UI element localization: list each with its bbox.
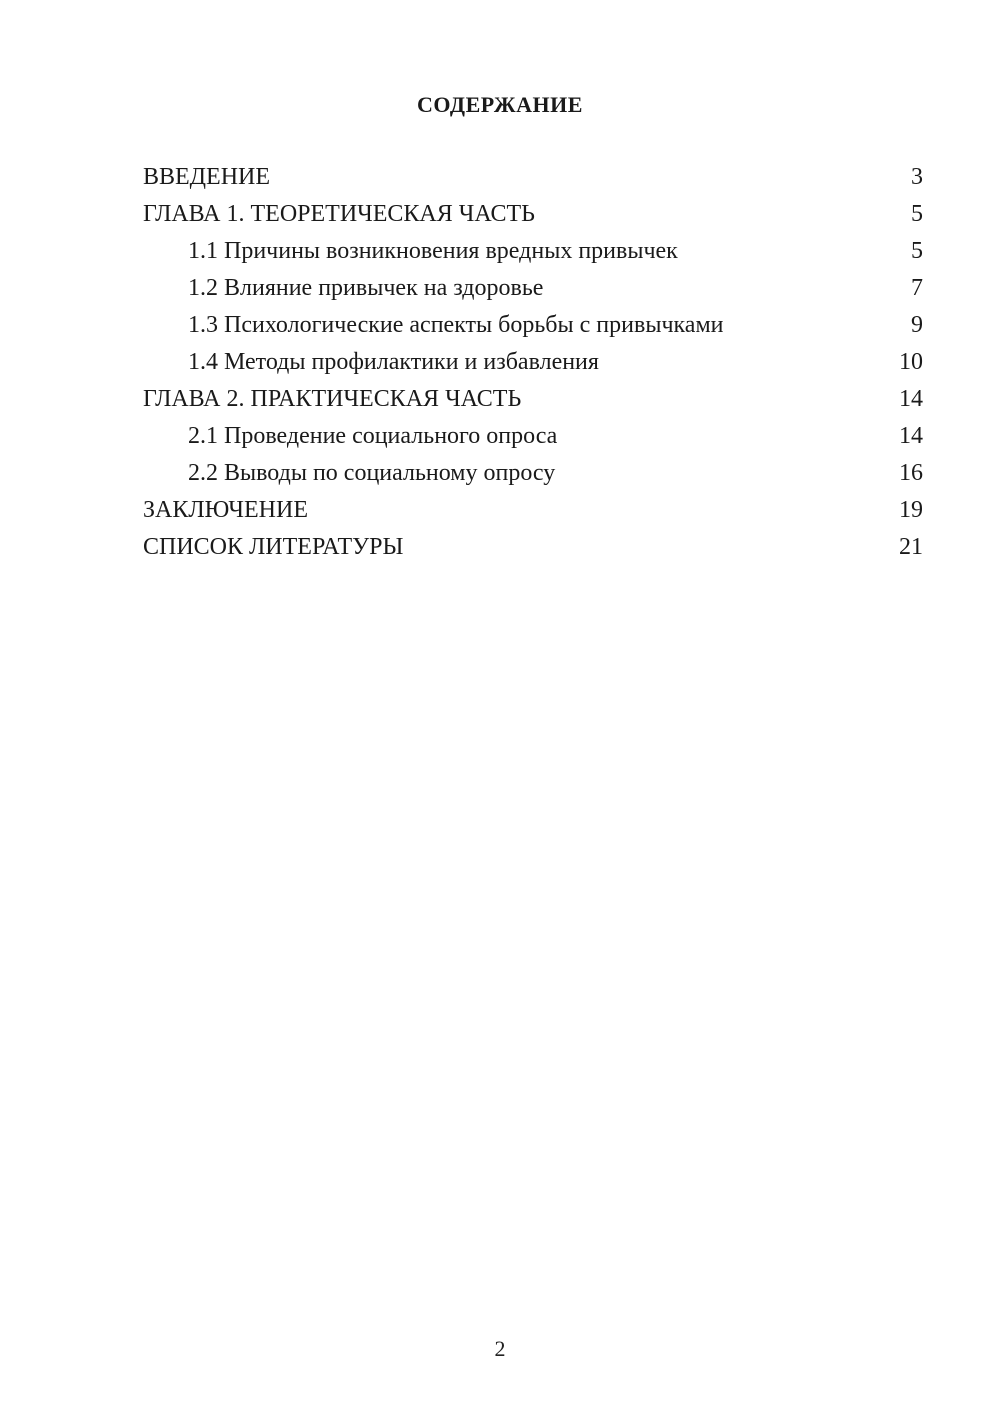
toc-entry[interactable]: [143, 165, 923, 202]
toc-entry-page: 10: [899, 349, 923, 375]
toc-entry[interactable]: [143, 424, 923, 461]
toc-entry-label: ВВЕДЕНИЕ: [143, 164, 271, 190]
toc-entry-page: 14: [899, 386, 923, 412]
toc-entry-page: 19: [899, 497, 923, 523]
toc-entry-page: 16: [899, 460, 923, 486]
toc-entry-label: 1.2 Влияние привычек на здоровье: [188, 275, 544, 301]
toc-entry-label: ГЛАВА 1. ТЕОРЕТИЧЕСКАЯ ЧАСТЬ: [143, 201, 535, 227]
toc-entry-label: 2.1 Проведение социального опроса: [188, 423, 558, 449]
toc-entry-label: 2.2 Выводы по социальному опросу: [188, 460, 556, 486]
toc-entry-page: 14: [899, 423, 923, 449]
toc-entry[interactable]: [143, 535, 923, 572]
table-of-contents: [143, 165, 923, 572]
toc-entry-label: 1.4 Методы профилактики и избавления: [188, 349, 599, 375]
toc-entry[interactable]: [143, 387, 923, 424]
toc-entry[interactable]: [143, 313, 923, 350]
toc-entry[interactable]: [143, 461, 923, 498]
toc-entry-page: 9: [911, 312, 923, 338]
toc-entry[interactable]: [143, 276, 923, 313]
toc-entry[interactable]: [143, 350, 923, 387]
page-title: СОДЕРЖАНИЕ: [417, 92, 583, 117]
toc-entry-page: 3: [911, 164, 923, 190]
toc-entry-label: СПИСОК ЛИТЕРАТУРЫ: [143, 534, 404, 560]
toc-entry-page: 21: [899, 534, 923, 560]
toc-entry-page: 5: [911, 238, 923, 264]
page-number-footer: 2: [494, 1336, 506, 1361]
toc-entry-page: 7: [911, 275, 923, 301]
toc-entry[interactable]: [143, 239, 923, 276]
toc-entry-label: ГЛАВА 2. ПРАКТИЧЕСКАЯ ЧАСТЬ: [143, 386, 522, 412]
toc-entry-label: ЗАКЛЮЧЕНИЕ: [143, 497, 308, 523]
toc-entry[interactable]: [143, 498, 923, 535]
toc-entry-label: 1.1 Причины возникновения вредных привычек: [188, 238, 678, 264]
toc-entry-label: 1.3 Психологические аспекты борьбы с привычками: [188, 312, 724, 338]
toc-entry-page: 5: [911, 201, 923, 227]
toc-entry[interactable]: [143, 202, 923, 239]
